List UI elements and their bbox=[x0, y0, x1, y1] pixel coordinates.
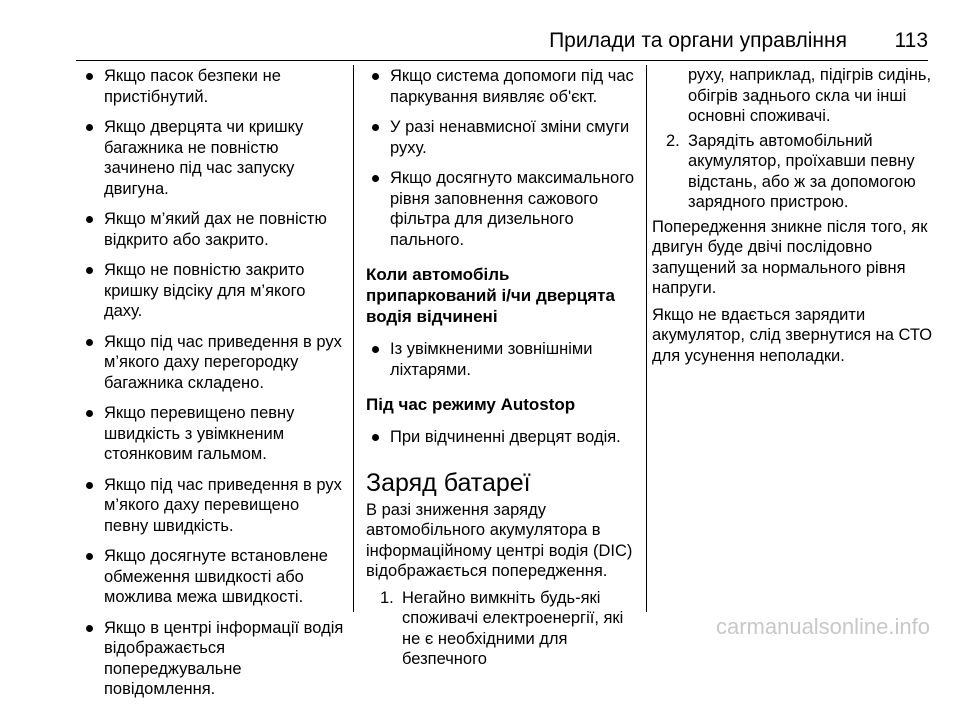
column-divider-1 bbox=[353, 65, 354, 612]
list-item: Якщо система допомоги під час паркування виявляє об'єкт. bbox=[366, 66, 636, 107]
list-item: Якщо в центрі інформації водія відображається попереджувальне повідомлення. bbox=[80, 618, 344, 700]
service-paragraph: Якщо не вдається зарядити акумулятор, слід звернутися на СТО для усунення неполадки. bbox=[652, 305, 933, 365]
header-divider bbox=[76, 60, 928, 61]
column-3 bbox=[652, 66, 934, 372]
list-item: При відчиненні дверцят водія. bbox=[366, 427, 636, 448]
autostop-conditions-list bbox=[366, 427, 636, 448]
step-number: 2. bbox=[666, 131, 680, 150]
numbered-step bbox=[652, 131, 934, 213]
list-item: Якщо досягнуте встановлене обмеження швидкості або можлива межа швидкості. bbox=[80, 546, 344, 608]
column-2 bbox=[366, 66, 636, 674]
numbered-step bbox=[366, 588, 636, 670]
list-item: У разі ненавмисної зміни смуги руху. bbox=[366, 117, 636, 158]
list-item: Якщо дверцята чи кришку багажника не повністю зачинено під час запуску двигуна. bbox=[80, 117, 344, 199]
list-item: Якщо пасок безпеки не пристібнутий. bbox=[80, 66, 344, 107]
list-item: Якщо м’який дах не повністю відкрито або закрито. bbox=[80, 209, 344, 250]
step-continuation: руху, наприклад, підігрів сидінь, обігрів заднього скла чи інші основні споживачі. bbox=[688, 66, 932, 125]
heading-parked: Коли автомобіль припаркований і/чи дверцята водія відчинені bbox=[366, 265, 615, 326]
page-number: 113 bbox=[894, 29, 928, 52]
list-item: Якщо перевищено певну швидкість з увімкненим стоянковим гальмом. bbox=[80, 403, 344, 465]
battery-steps-list bbox=[366, 588, 636, 670]
list-item: Із увімкненими зовнішніми ліхтарями. bbox=[366, 339, 636, 380]
page-title: Прилади та органи управління bbox=[549, 29, 847, 52]
watermark: carmanualsonline.info bbox=[715, 614, 930, 639]
list-item: Якщо досягнуто максимального рівня заповнення сажового фільтра для дизельного пального. bbox=[366, 168, 636, 250]
list-item: Якщо під час приведення в рух м’якого даху перевищено певну швидкість. bbox=[80, 475, 344, 537]
section-title-battery: Заряд батареї bbox=[366, 468, 531, 497]
heading-autostop: Під час режиму Autostop bbox=[366, 395, 576, 414]
warning-conditions-list bbox=[80, 66, 344, 700]
battery-intro-paragraph: В разі зниження заряду автомобільного акумулятора в інформаційному центрі водія (DIC) відображається попередження. bbox=[366, 500, 633, 580]
warning-conditions-list-cont bbox=[366, 66, 636, 250]
list-item: Якщо під час приведення в рух м’якого даху перегородку багажника складено. bbox=[80, 332, 344, 394]
step-text: Зарядіть автомобільний акумулятор, проїхавши певну відстань, або ж за допомогою зарядного пристрою. bbox=[688, 131, 916, 211]
parked-conditions-list bbox=[366, 339, 636, 380]
column-1 bbox=[80, 66, 344, 710]
step-number: 1. bbox=[380, 588, 394, 607]
warning-clear-paragraph: Попередження зникне після того, як двигун буде двічі послідовно запущений за нормального рівня напруги. bbox=[652, 217, 928, 297]
column-divider-2 bbox=[646, 65, 647, 612]
step-text: Негайно вимкніть будь-які споживачі електроенергії, які не є необхідними для безпечного bbox=[402, 588, 624, 668]
battery-steps-list-cont bbox=[652, 131, 934, 213]
page-header bbox=[0, 26, 960, 62]
list-item: Якщо не повністю закрито кришку відсіку для м’якого даху. bbox=[80, 260, 344, 322]
